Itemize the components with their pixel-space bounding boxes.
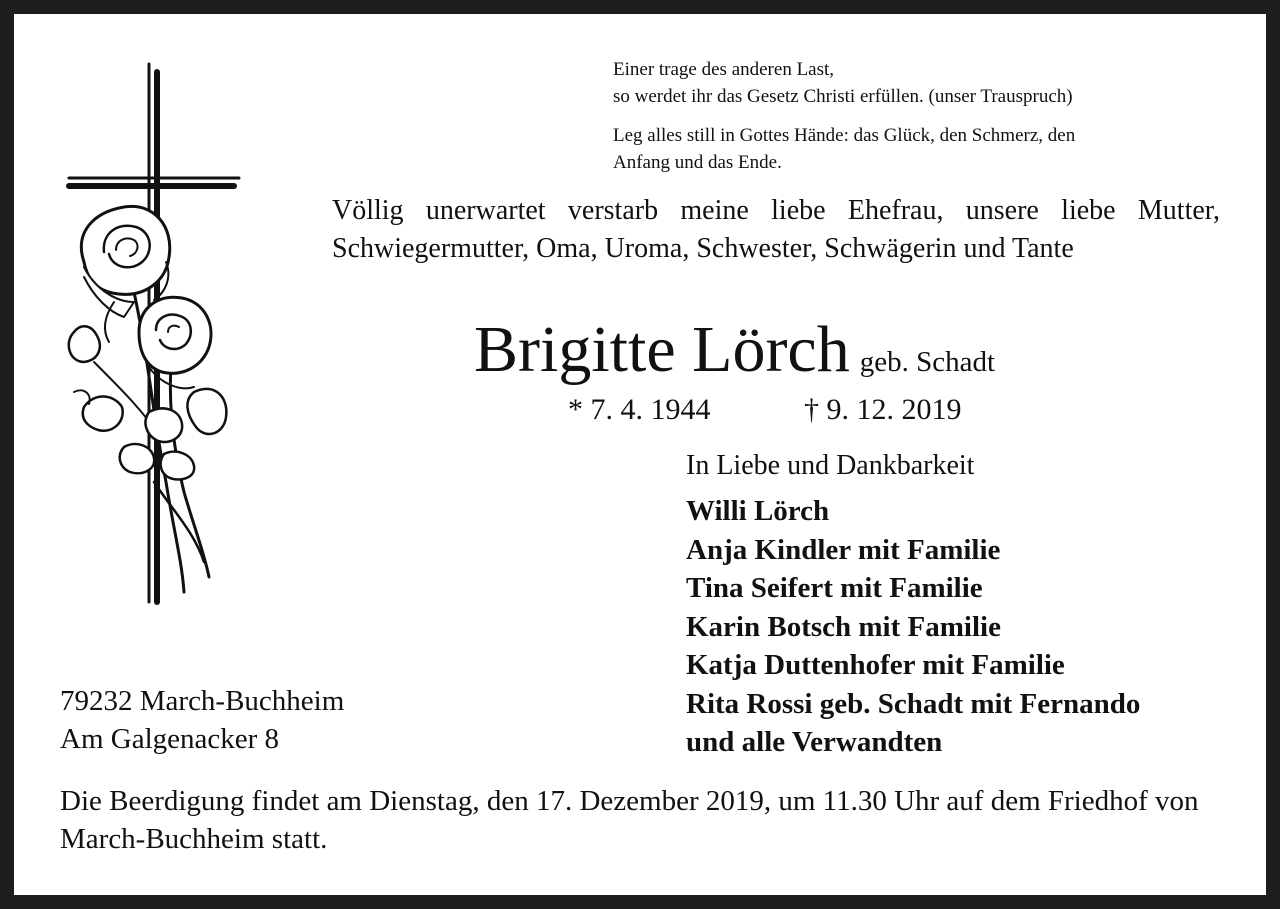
mourner: Anja Kindler mit Familie — [686, 533, 1001, 566]
death-date: † 9. 12. 2019 — [804, 393, 962, 426]
deceased-name: Brigitte Lörch — [474, 313, 850, 386]
verse-line: Anfang und das Ende. — [613, 152, 782, 173]
mourners-list — [686, 492, 1140, 762]
address-city: 79232 March-Buchheim — [60, 685, 345, 717]
verse-line: Einer trage des anderen Last, — [613, 59, 835, 80]
maiden-name: geb. Schadt — [859, 346, 996, 378]
mourner: Tina Seifert mit Familie — [686, 572, 983, 604]
funeral-info: Die Beerdigung findet am Dienstag, den 17. Dezember 2019, um 11.30 Uhr auf dem Friedhof von March-Buchheim statt. — [60, 785, 1199, 855]
mourner: Willi Lörch — [686, 495, 830, 527]
address-block — [60, 682, 344, 758]
birth-date: * 7. 4. 1944 — [568, 393, 711, 426]
cross-with-roses-icon — [54, 62, 254, 607]
verse-line: so werdet ihr das Gesetz Christi erfüllen. (unser Trauspruch) — [613, 86, 1073, 107]
address-street: Am Galgenacker 8 — [60, 723, 280, 755]
intro-text: Völlig unerwartet verstarb meine liebe Ehefrau, unsere liebe Mutter, Schwiegermutter, Oma, Uroma, Schwester, Schwägerin und Tante — [332, 195, 1220, 264]
deceased-name-line — [474, 312, 995, 400]
mourner: und alle Verwandten — [686, 726, 943, 758]
obituary-notice — [14, 14, 1266, 895]
thanks-line: In Liebe und Dankbarkeit — [686, 450, 975, 481]
mourner: Karin Botsch mit Familie — [686, 610, 1001, 643]
mourner: Katja Duttenhofer mit Familie — [686, 649, 1065, 681]
mourner: Rita Rossi geb. Schadt mit Fernando — [686, 687, 1141, 720]
verse-line: Leg alles still in Gottes Hände: das Glück, den Schmerz, den — [613, 125, 1076, 146]
